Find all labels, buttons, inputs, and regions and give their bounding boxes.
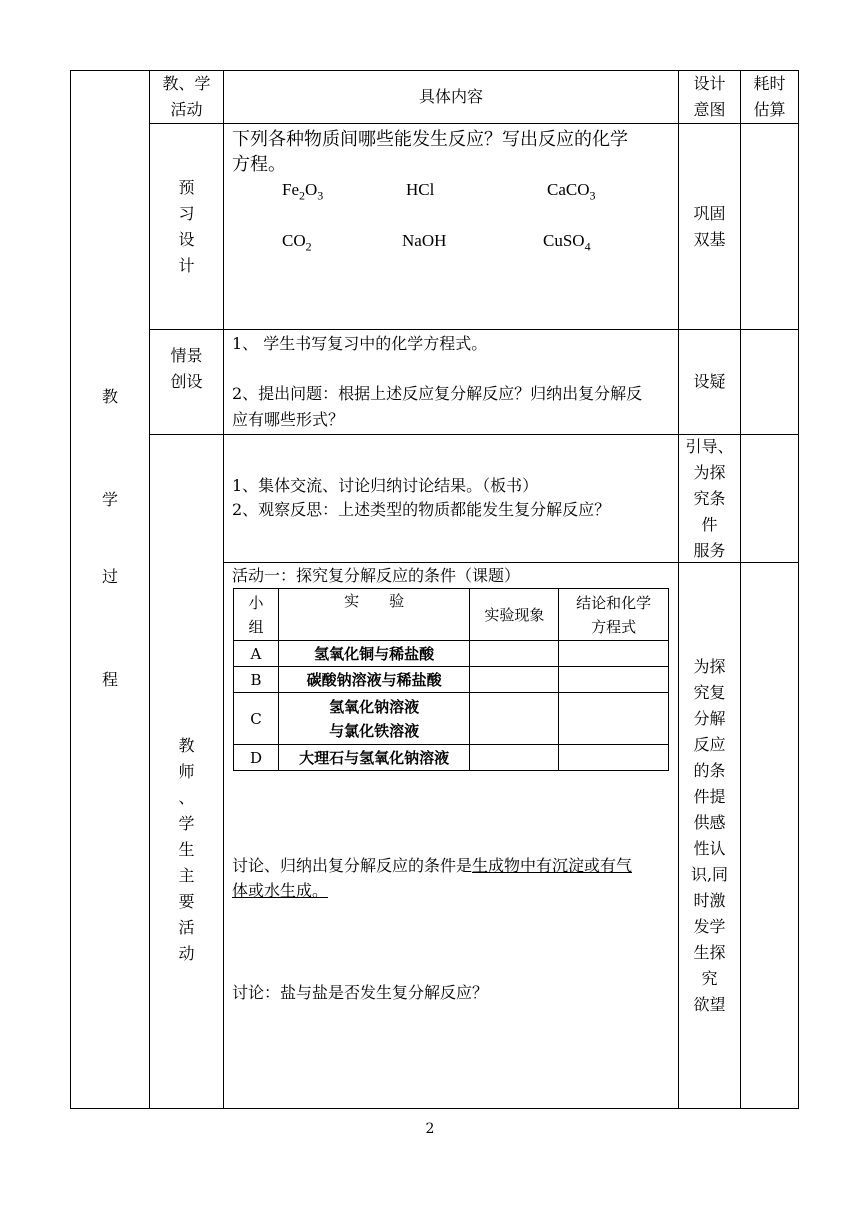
preview-question-line1: 下列各种物质间哪些能发生反应？写出反应的化学 (232, 129, 628, 150)
row-experiment: 大理石与氢氧化钠溶液 (278, 745, 470, 771)
row-experiment: 碳酸钠溶液与稀盐酸 (278, 667, 470, 693)
chem-naoh: NaOH (402, 231, 447, 250)
row-phenomenon (470, 667, 559, 693)
scene-line1: 1、 学生书写复习中的化学方程式。 (232, 334, 488, 353)
table-row (234, 693, 669, 745)
head-conclusion: 结论和化学 方程式 (559, 589, 669, 641)
scene-line2a: 2、提出问题：根据上述反应复分解反应？归纳出复分解反 (232, 384, 643, 403)
left-label-xue: 学 (101, 490, 118, 509)
header-design: 设计 意图 (693, 74, 726, 119)
main-design2: 为探 究复 分解 反应 的条 件提 供感 性认 识,同 时激 发学 生探 究 欲望 (690, 657, 729, 1014)
main-design1: 引导、 为探 究条 件 服务 (685, 437, 734, 560)
chem-caco3: CaCO$_3$ (547, 180, 596, 203)
head-experiment: 实 验 (278, 589, 470, 641)
row-phenomenon (470, 693, 559, 745)
main-part1-line2: 2、观察反思：上述类型的物质都能发生复分解反应？ (232, 500, 611, 519)
row-group: C (234, 693, 279, 745)
header-activity: 教、学 活动 (162, 74, 211, 119)
scene-label: 情景 创设 (170, 346, 203, 391)
experiment-table-head (234, 589, 669, 641)
scene-line2b: 应有哪些形式？ (232, 410, 345, 429)
row-experiment: 氢氧化钠溶液 与氯化铁溶液 (278, 693, 470, 745)
row-conclusion (559, 745, 669, 771)
discuss1-line2: 体或水生成。 (232, 881, 329, 900)
left-label-jiao: 教 (101, 387, 118, 406)
header-content: 具体内容 (418, 87, 483, 106)
page-number: 2 (425, 1121, 435, 1137)
left-label-cheng: 程 (101, 670, 118, 689)
row-experiment: 氢氧化铜与稀盐酸 (278, 641, 470, 667)
scene-design: 设疑 (693, 372, 726, 391)
main-part1-line1: 1、集体交流、讨论归纳讨论结果。（板书） (232, 476, 539, 495)
row-conclusion (559, 641, 669, 667)
row-group: A (234, 641, 279, 667)
left-label-guo: 过 (101, 567, 118, 586)
chem-fe2o3: $Fe_2O_3$ (282, 180, 324, 203)
experiment-table (233, 588, 669, 771)
row-phenomenon (470, 745, 559, 771)
activity-title: 活动一：探究复分解反应的条件（课题） (232, 566, 521, 585)
row-phenomenon (470, 641, 559, 667)
discuss1-line1: 讨论、归纳出复分解反应的条件是生成物中有沉淀或有气 (232, 856, 633, 875)
discuss2: 讨论：盐与盐是否发生复分解反应？ (232, 983, 489, 1002)
chem-cuso4: CuSO$_4$ (543, 231, 591, 254)
head-group: 小 组 (234, 589, 279, 641)
row-conclusion (559, 693, 669, 745)
table-row (234, 641, 669, 667)
row-group: D (234, 745, 279, 771)
table-row (234, 745, 669, 771)
chem-co2: $CO_2$ (282, 231, 312, 254)
table-row (234, 667, 669, 693)
preview-question-line2: 方程。 (232, 154, 286, 175)
preview-label: 预 习 设 计 (178, 178, 195, 275)
preview-design: 巩固 双基 (693, 204, 726, 249)
head-phenomenon: 实验现象 (470, 589, 559, 641)
row-conclusion (559, 667, 669, 693)
chem-hcl: HCl (406, 180, 435, 199)
header-time: 耗时 估算 (753, 74, 786, 119)
row-group: B (234, 667, 279, 693)
main-label: 教 师 、 学 生 主 要 活 动 (178, 736, 195, 963)
